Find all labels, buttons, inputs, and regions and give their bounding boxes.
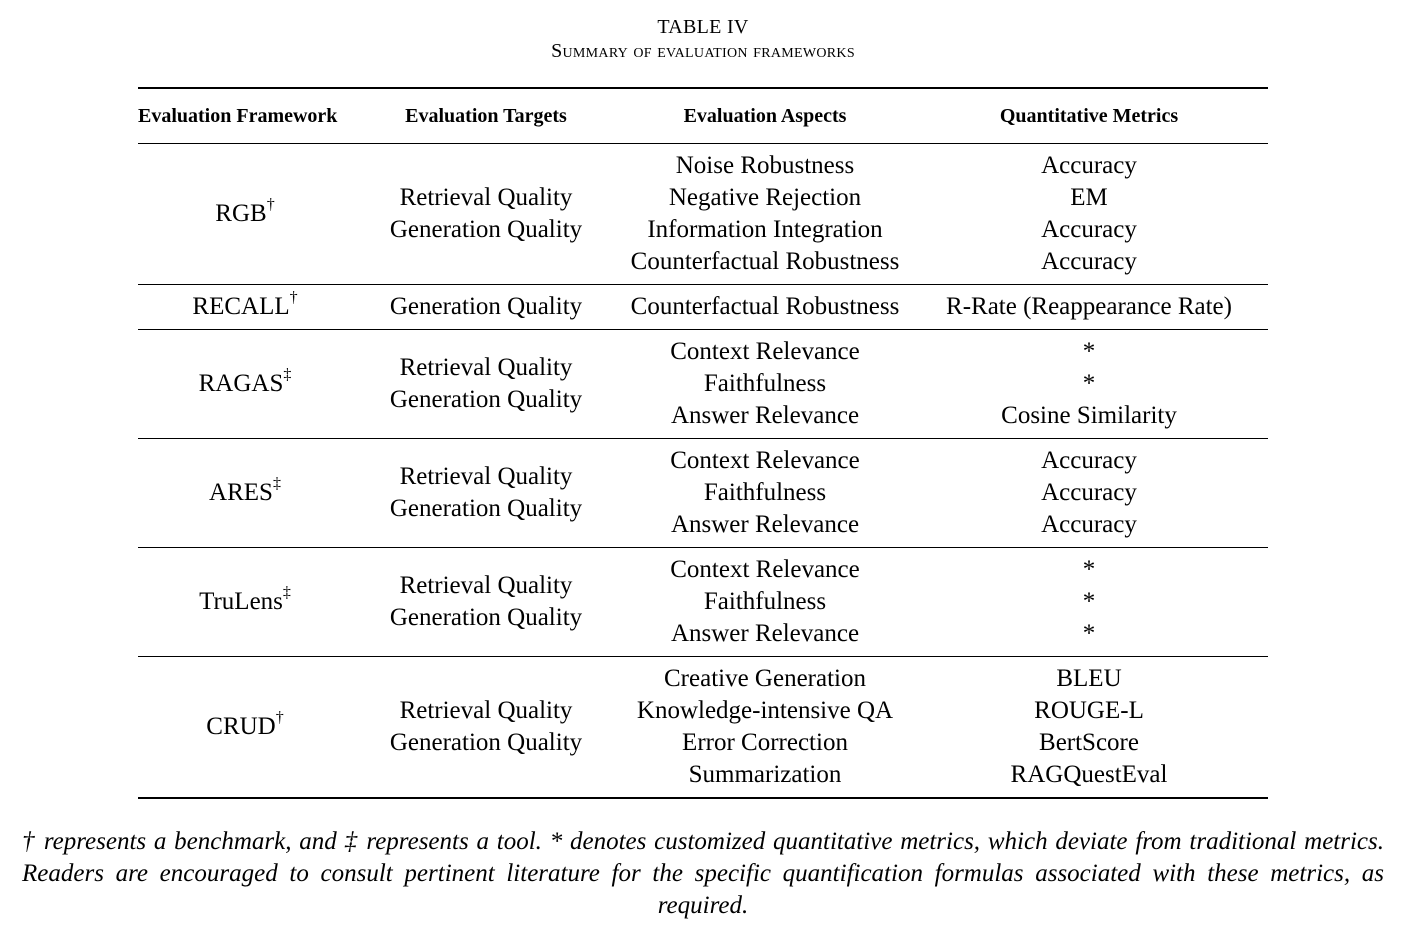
header-metrics: Quantitative Metrics	[999, 104, 1179, 127]
target-line: Retrieval Quality	[399, 353, 573, 381]
aspect-line: Answer Relevance	[670, 401, 860, 429]
aspects-cell	[620, 284, 910, 329]
target-line: Retrieval Quality	[399, 462, 573, 490]
metric-line: RAGQuestEval	[1010, 760, 1168, 788]
aspect-line: Error Correction	[682, 728, 848, 756]
framework-name: RGB	[215, 199, 267, 227]
table-row	[138, 656, 1268, 798]
framework-cell	[138, 284, 352, 329]
header-targets: Evaluation Targets	[405, 104, 567, 127]
metric-line: Accuracy	[1041, 510, 1137, 538]
target-line: Generation Quality	[389, 728, 583, 756]
aspect-line: Context Relevance	[670, 337, 860, 365]
aspect-line: Counterfactual Robustness	[630, 292, 900, 320]
targets-cell	[352, 656, 620, 798]
framework-cell	[138, 547, 352, 656]
framework-mark: †	[266, 196, 275, 214]
header-row	[138, 88, 1268, 143]
table-number: TABLE IV	[657, 16, 749, 38]
table-footnote: † represents a benchmark, and ‡ represents a tool. * denotes customized quantitative metrics, which deviate from traditional metrics. Readers are encouraged to consult pertinent literature for the specific quantification formulas associated with these metrics, as required.	[22, 828, 1384, 919]
metric-line: Accuracy	[1041, 247, 1137, 275]
metric-line: ROUGE-L	[1034, 696, 1144, 724]
aspect-line: Answer Relevance	[670, 510, 860, 538]
target-line: Generation Quality	[389, 292, 583, 320]
framework-cell	[138, 656, 352, 798]
table-title: Summary of evaluation frameworks	[551, 40, 855, 62]
metric-line: Accuracy	[1041, 446, 1137, 474]
framework-name: ARES	[209, 478, 273, 506]
metrics-cell	[910, 284, 1268, 329]
metric-line: *	[1082, 555, 1096, 583]
aspect-line: Faithfulness	[703, 478, 827, 506]
metric-line: Accuracy	[1041, 478, 1137, 506]
aspects-cell	[620, 547, 910, 656]
table-row	[138, 329, 1268, 438]
table-body	[138, 143, 1268, 798]
target-line: Retrieval Quality	[399, 183, 573, 211]
aspect-line: Faithfulness	[703, 369, 827, 397]
framework-name: RAGAS	[198, 369, 284, 397]
framework-name: TruLens	[199, 587, 283, 615]
target-line: Generation Quality	[389, 385, 583, 413]
aspect-line: Negative Rejection	[668, 183, 862, 211]
target-line: Retrieval Quality	[399, 696, 573, 724]
metric-line: R-Rate (Reappearance Rate)	[946, 292, 1232, 320]
framework-cell	[138, 143, 352, 284]
framework-cell	[138, 329, 352, 438]
target-line: Generation Quality	[389, 215, 583, 243]
aspect-line: Knowledge-intensive QA	[636, 696, 894, 724]
metric-line: *	[1082, 369, 1096, 397]
metrics-cell	[910, 143, 1268, 284]
target-line: Generation Quality	[389, 494, 583, 522]
framework-mark: ‡	[283, 366, 292, 384]
framework-mark: †	[289, 289, 298, 307]
table-row	[138, 284, 1268, 329]
framework-name: RECALL	[192, 292, 290, 320]
metric-line: Accuracy	[1041, 215, 1137, 243]
framework-mark: ‡	[282, 584, 291, 602]
metrics-cell	[910, 656, 1268, 798]
aspect-line: Information Integration	[647, 215, 883, 243]
aspect-line: Creative Generation	[664, 664, 866, 692]
aspect-line: Counterfactual Robustness	[630, 247, 900, 275]
metrics-cell	[910, 438, 1268, 547]
targets-cell	[352, 284, 620, 329]
metrics-cell	[910, 329, 1268, 438]
aspects-cell	[620, 329, 910, 438]
targets-cell	[352, 438, 620, 547]
framework-name: CRUD	[206, 712, 276, 740]
table-header	[138, 88, 1268, 143]
metric-line: EM	[1070, 183, 1108, 211]
aspect-line: Noise Robustness	[675, 151, 855, 179]
targets-cell	[352, 547, 620, 656]
metric-line: BLEU	[1056, 664, 1122, 692]
aspects-cell	[620, 656, 910, 798]
target-line: Retrieval Quality	[399, 571, 573, 599]
aspects-cell	[620, 143, 910, 284]
target-line: Generation Quality	[389, 603, 583, 631]
metric-line: *	[1082, 587, 1096, 615]
framework-mark: ‡	[272, 475, 281, 493]
aspect-line: Summarization	[688, 760, 842, 788]
table-row	[138, 547, 1268, 656]
targets-cell	[352, 329, 620, 438]
targets-cell	[352, 143, 620, 284]
metric-line: Cosine Similarity	[1001, 401, 1177, 429]
aspect-line: Context Relevance	[670, 555, 860, 583]
aspect-line: Answer Relevance	[670, 619, 860, 647]
aspects-cell	[620, 438, 910, 547]
aspect-line: Context Relevance	[670, 446, 860, 474]
metric-line: *	[1082, 619, 1096, 647]
table-row	[138, 438, 1268, 547]
header-framework: Evaluation Framework	[138, 104, 338, 127]
framework-mark: †	[275, 709, 284, 727]
metric-line: Accuracy	[1041, 151, 1137, 179]
table-row	[138, 143, 1268, 284]
evaluation-frameworks-table	[138, 87, 1268, 799]
header-aspects: Evaluation Aspects	[683, 104, 847, 127]
framework-cell	[138, 438, 352, 547]
metric-line: *	[1082, 337, 1096, 365]
metric-line: BertScore	[1039, 728, 1139, 756]
aspect-line: Faithfulness	[703, 587, 827, 615]
metrics-cell	[910, 547, 1268, 656]
